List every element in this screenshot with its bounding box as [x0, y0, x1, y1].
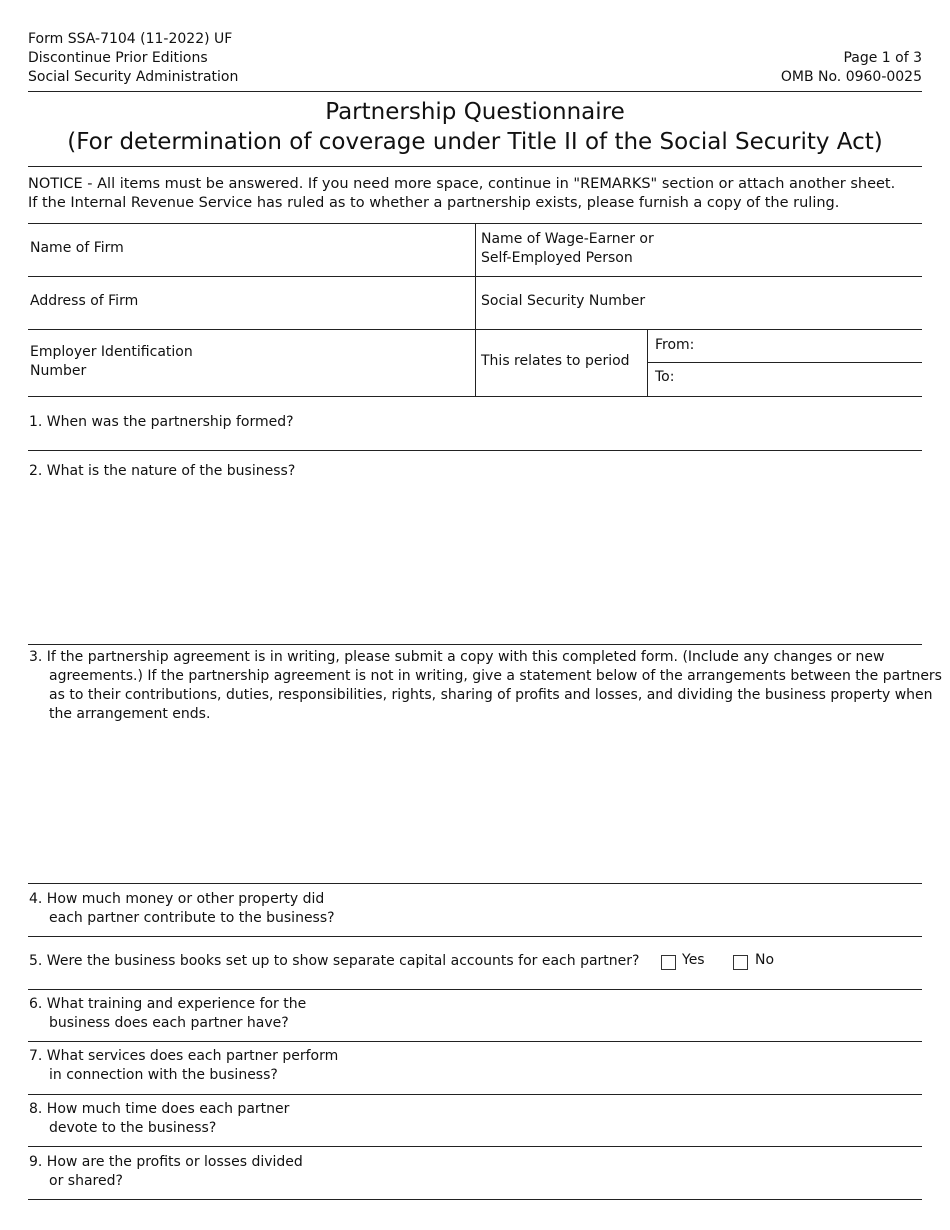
no-label: No	[755, 952, 775, 968]
period-label: This relates to period	[481, 353, 630, 369]
question-2: 2. What is the nature of the business?	[29, 463, 296, 479]
question-6-line-2: business does each partner have?	[49, 1015, 289, 1031]
discontinue-notice: Discontinue Prior Editions	[28, 50, 208, 66]
question-3: 3. If the partnership agreement is in writing, please submit a copy with this completed form. (Include any changes or new agreements.) If the partnership agreement is not in writing, give a statement below of the arrangements between the partners as to their contributions, duties, responsibilities, rights, sharing of profits and losses, and dividing the business property when the arrangement ends.	[29, 649, 942, 722]
divider	[647, 329, 648, 397]
no-checkbox[interactable]	[733, 955, 748, 970]
divider	[28, 91, 922, 92]
form-header-right	[781, 49, 922, 87]
divider	[28, 883, 922, 884]
address-of-firm-field[interactable]: Address of Firm	[30, 293, 139, 309]
notice-line-1: NOTICE - All items must be answered. If you need more space, continue in "REMARKS" section or attach another sheet.	[28, 176, 896, 192]
question-7-line-1: 7. What services does each partner perform	[29, 1048, 339, 1064]
divider	[648, 362, 922, 363]
form-header-left	[28, 30, 238, 87]
divider	[28, 166, 922, 167]
name-of-firm-field[interactable]: Name of Firm	[30, 240, 124, 256]
divider	[28, 450, 922, 451]
period-from-field[interactable]: From:	[655, 337, 695, 353]
question-9-line-2: or shared?	[49, 1173, 123, 1189]
yes-label: Yes	[682, 952, 705, 968]
form-number: Form SSA-7104 (11-2022) UF	[28, 31, 233, 47]
divider	[28, 936, 922, 937]
wage-earner-label-2: Self-Employed Person	[481, 250, 633, 266]
divider	[28, 1094, 922, 1095]
divider	[28, 1041, 922, 1042]
question-9-line-1: 9. How are the profits or losses divided	[29, 1154, 303, 1170]
question-6-line-1: 6. What training and experience for the	[29, 996, 307, 1012]
ein-field[interactable]	[30, 343, 193, 381]
ein-label-1: Employer Identification	[30, 344, 193, 360]
wage-earner-field[interactable]	[481, 230, 654, 268]
notice	[28, 175, 928, 213]
divider	[28, 644, 922, 645]
page-subtitle: (For determination of coverage under Title II of the Social Security Act)	[67, 129, 883, 155]
question-7	[29, 1047, 338, 1085]
question-6	[29, 995, 306, 1033]
agency-name: Social Security Administration	[28, 69, 239, 85]
ssn-field[interactable]: Social Security Number	[481, 293, 646, 309]
question-4-line-2: each partner contribute to the business?	[49, 910, 335, 926]
divider	[28, 989, 922, 990]
question-9	[29, 1153, 303, 1191]
ein-label-2: Number	[30, 363, 87, 379]
yes-checkbox[interactable]	[661, 955, 676, 970]
question-1: 1. When was the partnership formed?	[29, 414, 294, 430]
question-7-line-2: in connection with the business?	[49, 1067, 278, 1083]
question-8-line-2: devote to the business?	[49, 1120, 217, 1136]
page-title: Partnership Questionnaire	[325, 99, 625, 125]
divider	[28, 1146, 922, 1147]
notice-line-2: If the Internal Revenue Service has ruled as to whether a partnership exists, please furnish a copy of the ruling.	[28, 195, 840, 211]
question-8-line-1: 8. How much time does each partner	[29, 1101, 290, 1117]
wage-earner-label-1: Name of Wage-Earner or	[481, 231, 654, 247]
page-number: Page 1 of 3	[843, 50, 922, 66]
question-4-line-1: 4. How much money or other property did	[29, 891, 325, 907]
period-to-field[interactable]: To:	[655, 369, 675, 385]
omb-number: OMB No. 0960-0025	[780, 69, 922, 85]
question-5: 5. Were the business books set up to show separate capital accounts for each partner?	[29, 953, 640, 969]
question-8	[29, 1100, 289, 1138]
divider	[475, 223, 476, 397]
question-4	[29, 890, 335, 928]
divider	[28, 1199, 922, 1200]
